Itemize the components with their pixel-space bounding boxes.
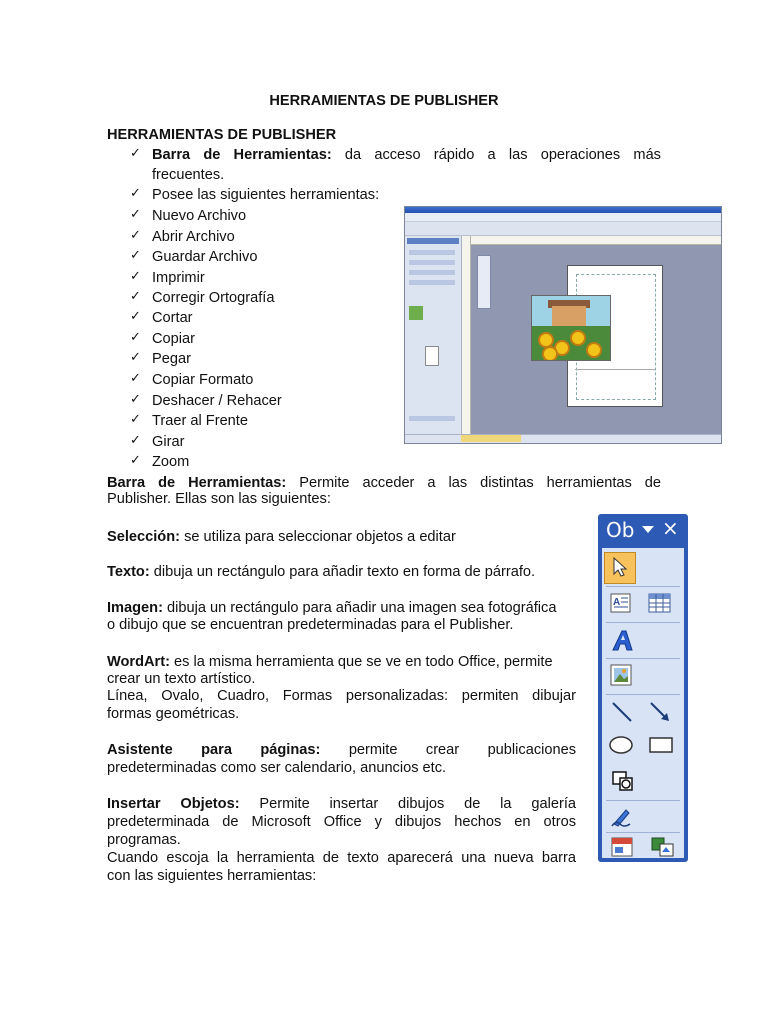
- line-icon: [610, 700, 634, 724]
- list-item: Cortar: [152, 310, 193, 326]
- autoshapes-icon: [610, 768, 636, 794]
- list-item-continuation: frecuentes.: [152, 167, 225, 183]
- oval-icon: [608, 734, 634, 756]
- task-pane-item: [409, 250, 455, 255]
- insertar-text: Permite insertar dibujos de la galería: [259, 796, 576, 812]
- asistente-label: Asistente para páginas:: [107, 742, 321, 758]
- list-item: Copiar: [152, 331, 195, 347]
- wordart-icon: [610, 628, 636, 654]
- texto-label: Texto:: [107, 564, 150, 580]
- insertar-label: Insertar Objetos:: [107, 796, 240, 812]
- task-pane-page-icon: [425, 346, 439, 366]
- barra-text: Permite acceder a las distintas herramientas de: [299, 475, 661, 491]
- shapes-paragraph-line2: formas geométricas.: [107, 706, 240, 722]
- check-icon: ✓: [130, 288, 141, 303]
- list-item: Deshacer / Rehacer: [152, 393, 282, 409]
- picture-icon: [610, 664, 632, 686]
- check-icon: ✓: [130, 145, 141, 160]
- status-bar: [405, 434, 721, 444]
- list-item: Girar: [152, 434, 185, 450]
- task-pane-item: [409, 416, 455, 421]
- toolbar-header: [598, 514, 688, 548]
- dropdown-arrow-icon: [642, 526, 654, 533]
- seleccion-paragraph: [107, 527, 456, 547]
- list-item: Pegar: [152, 351, 191, 367]
- status-indicator: [461, 435, 521, 442]
- caption-line: [575, 369, 655, 378]
- imagen-paragraph-line2: o dibujo que se encuentran predeterminadas para el Publisher.: [107, 617, 514, 633]
- rectangle-icon: [648, 734, 674, 756]
- list-item: Corregir Ortografía: [152, 290, 275, 306]
- table-icon: [648, 592, 672, 614]
- publisher-screenshot: [404, 206, 722, 444]
- texto-paragraph: [107, 562, 535, 582]
- page-title: HERRAMIENTAS DE PUBLISHER: [269, 93, 499, 109]
- seleccion-label: Selección:: [107, 529, 180, 545]
- arrow-icon: [648, 700, 672, 724]
- barra-bold-label: Barra de Herramientas:: [107, 475, 287, 491]
- insert-object-icon: [650, 836, 676, 858]
- barra-paragraph-line2: Publisher. Ellas son las siguientes:: [107, 491, 331, 507]
- list-item: Zoom: [152, 454, 190, 470]
- toolbar-header-label: Ob: [606, 518, 635, 542]
- insertar-paragraph-line5: con las siguientes herramientas:: [107, 868, 317, 884]
- check-icon: ✓: [130, 452, 141, 467]
- task-pane-header: [407, 238, 459, 244]
- task-pane-item: [409, 260, 455, 265]
- task-pane-item: [409, 270, 455, 275]
- imagen-label: Imagen:: [107, 600, 163, 616]
- list-item: Copiar Formato: [152, 372, 254, 388]
- texto-text: dibuja un rectángulo para añadir texto en forma de párrafo.: [153, 564, 536, 580]
- seleccion-text: se utiliza para seleccionar objetos a editar: [184, 529, 456, 545]
- objects-toolbar-mini: [477, 255, 491, 309]
- bullet-text: da acceso rápido a las operaciones más: [344, 147, 661, 163]
- insertar-paragraph-line4: Cuando escoja la herramienta de texto aparecerá una nueva barra: [107, 850, 576, 866]
- horizontal-ruler: [471, 236, 721, 245]
- check-icon: ✓: [130, 308, 141, 323]
- design-gallery-icon: [610, 806, 634, 828]
- check-icon: ✓: [130, 349, 141, 364]
- task-pane: [405, 236, 462, 434]
- asistente-text: permite crear publicaciones: [348, 742, 577, 758]
- check-icon: ✓: [130, 411, 141, 426]
- close-icon: ×: [662, 516, 679, 540]
- menu-bar: [405, 213, 721, 222]
- task-pane-item: [409, 280, 455, 285]
- check-icon: ✓: [130, 370, 141, 385]
- check-icon: ✓: [130, 185, 141, 200]
- list-item: Traer al Frente: [152, 413, 248, 429]
- insertar-paragraph-line3: programas.: [107, 832, 181, 848]
- sunflower-picture: [531, 295, 611, 361]
- insertar-paragraph-line1: [107, 794, 576, 814]
- check-icon: ✓: [130, 247, 141, 262]
- task-pane-thumbnail: [409, 306, 423, 320]
- objects-toolbar-image: [598, 514, 688, 862]
- toolbar-body: [602, 548, 684, 858]
- shapes-paragraph-line1: Línea, Ovalo, Cuadro, Formas personalizadas: permiten dibujar: [107, 688, 576, 704]
- asistente-paragraph-line2: predeterminadas como ser calendario, anuncios etc.: [107, 760, 447, 776]
- check-icon: ✓: [130, 227, 141, 242]
- wordart-label: WordArt:: [107, 654, 170, 670]
- select-arrow-icon: [610, 556, 630, 578]
- insertar-paragraph-line2: predeterminada de Microsoft Office y dibujos hechos en otros: [107, 814, 576, 830]
- list-item: Nuevo Archivo: [152, 208, 247, 224]
- wordart-paragraph-line2: crear un texto artístico.: [107, 671, 256, 687]
- asistente-paragraph-line1: [107, 740, 576, 760]
- check-icon: ✓: [130, 432, 141, 447]
- wordart-text: es la misma herramienta que se ve en todo Office, permite: [174, 654, 553, 670]
- bullet-bold-label: Barra de Herramientas:: [152, 147, 332, 163]
- check-icon: ✓: [130, 391, 141, 406]
- list-item: [152, 145, 661, 165]
- list-item: Guardar Archivo: [152, 249, 258, 265]
- svg-text:A: A: [613, 597, 621, 608]
- list-item: Posee las siguientes herramientas:: [152, 187, 380, 203]
- text-box-icon: [610, 592, 632, 614]
- section-title: HERRAMIENTAS DE PUBLISHER: [107, 127, 337, 143]
- standard-toolbar: [405, 222, 721, 236]
- check-icon: ✓: [130, 206, 141, 221]
- page-wizard-icon: [610, 836, 636, 858]
- imagen-text: dibuja un rectángulo para añadir una imagen sea fotográfica: [167, 600, 557, 616]
- list-item: Imprimir: [152, 270, 205, 286]
- check-icon: ✓: [130, 329, 141, 344]
- vertical-ruler: [462, 236, 471, 434]
- check-icon: ✓: [130, 268, 141, 283]
- list-item: Abrir Archivo: [152, 229, 235, 245]
